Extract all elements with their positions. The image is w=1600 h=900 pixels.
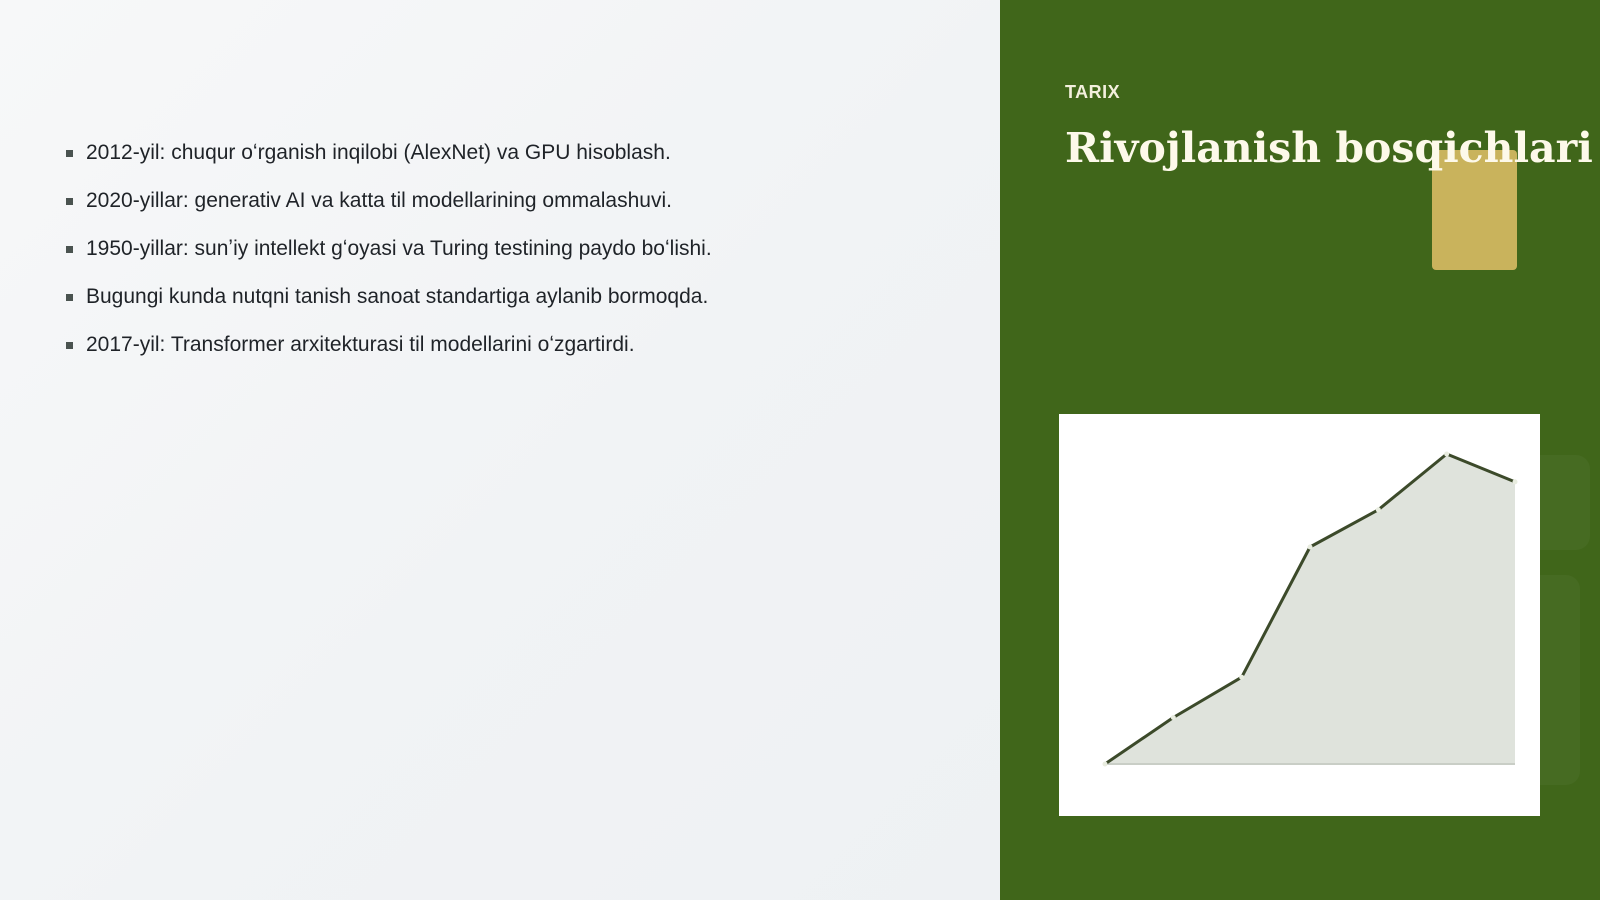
bullet-text: 2012-yil: chuqur oʻrganish inqilobi (AlexNet) va GPU hisoblash. [86, 141, 671, 164]
bullet-text: 2020-yillar: generativ AI va katta til modellarining ommalashuvi. [86, 189, 672, 212]
bullet-text: 2017-yil: Transformer arxitekturasi til modellarini oʻzgartirdi. [86, 333, 635, 356]
bullet-item [64, 231, 712, 279]
bullet-list [64, 135, 712, 375]
bullet-marker-icon [66, 198, 73, 205]
chart-point [1376, 507, 1381, 512]
bullet-marker-icon [66, 246, 73, 253]
slide-title: Rivojlanish bosqichlari [1065, 124, 1593, 172]
chart-point [1513, 479, 1518, 484]
bullet-item [64, 135, 712, 183]
title-panel [1000, 0, 1600, 900]
area-chart [1059, 414, 1540, 816]
bullet-marker-icon [66, 342, 73, 349]
chart-point [1239, 675, 1244, 680]
bullet-item [64, 279, 712, 327]
bullet-item [64, 327, 712, 375]
bullet-marker-icon [66, 294, 73, 301]
chart-point [1444, 452, 1449, 457]
chart-point [1171, 715, 1176, 720]
chart-area-fill [1105, 454, 1515, 764]
bullet-text: 1950-yillar: sunʼiy intellekt gʻoyasi va Turing testining paydo boʻlishi. [86, 237, 712, 260]
chart-point [1103, 762, 1108, 767]
bullet-text: Bugungi kunda nutqni tanish sanoat standartiga aylanib bormoqda. [86, 285, 709, 308]
section-eyebrow: TARIX [1065, 82, 1121, 102]
bullet-marker-icon [66, 150, 73, 157]
bullet-item [64, 183, 712, 231]
chart-card [1059, 414, 1540, 816]
chart-point [1308, 545, 1313, 550]
